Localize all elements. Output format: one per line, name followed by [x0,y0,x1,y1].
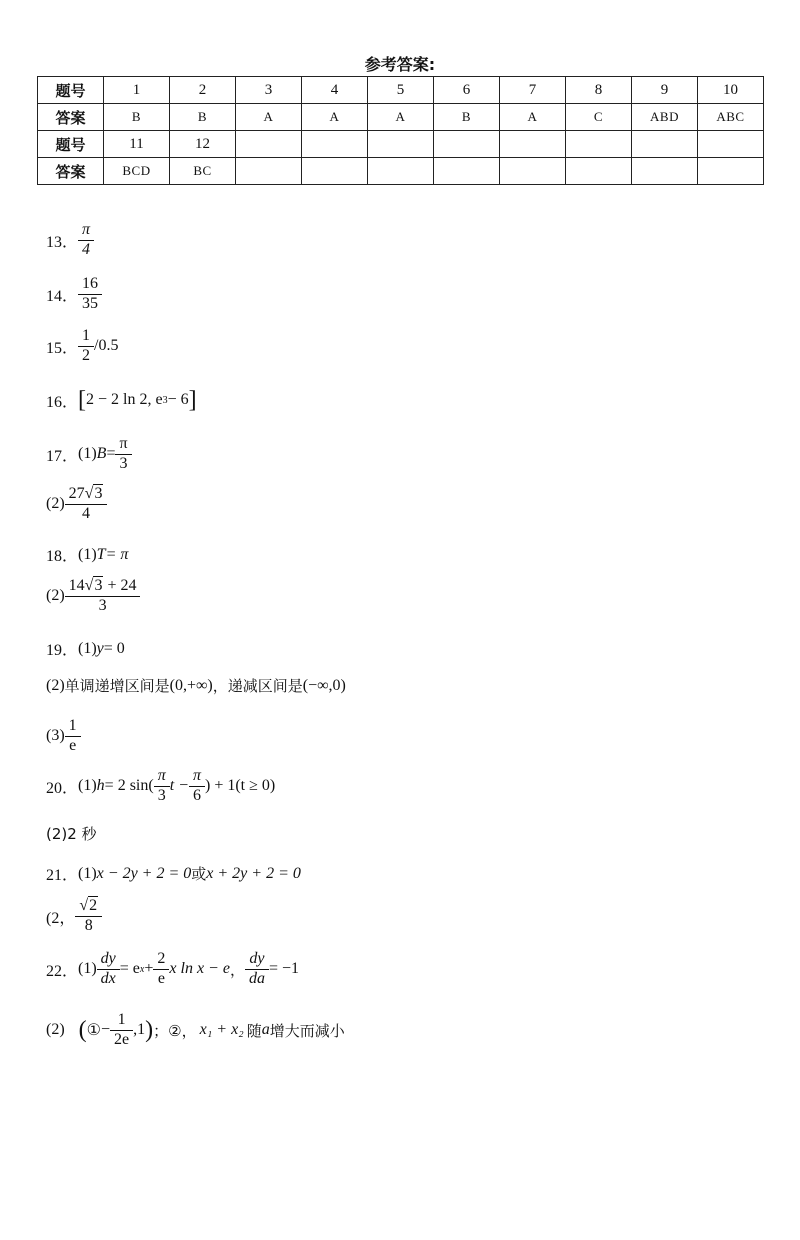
question-number: 21． [46,867,79,884]
row-label: 题号 [38,77,104,104]
expression: x ln x − e [169,960,230,978]
variable: y [96,639,104,657]
part-label: (2， [46,909,76,927]
equals-sign: = [106,445,116,463]
denominator: 6 [189,786,205,805]
fraction [67,578,139,615]
derivative [99,951,118,988]
fraction [117,436,129,473]
table-cell: ABD [632,104,698,131]
fraction [156,768,168,805]
fraction [80,328,92,365]
part-label: (1) [78,545,97,563]
part-label: (1) [78,445,97,463]
denominator: 3 [115,454,131,473]
answer-15 [46,328,118,365]
expression: = 2 sin( [104,777,154,795]
table-cell [302,158,368,185]
expression-tail: ) + 1(t ≥ 0) [204,777,276,795]
denominator: 4 [65,504,108,523]
part-label: (2) [46,676,65,694]
radicand: 3 [94,577,103,594]
table-cell: 12 [170,131,236,158]
table-cell: BCD [104,158,170,185]
question-number: 20． [46,779,79,797]
row-label: 题号 [38,131,104,158]
table-cell: 9 [632,77,698,104]
coefficient: 14 [68,577,85,594]
answer-20-part1 [46,768,275,805]
numerator [77,898,100,916]
table-cell [236,158,302,185]
text: ，递减区间是 [212,677,303,695]
numerator: 1 [117,1011,126,1028]
numerator: 2 [157,950,166,967]
denominator: e [153,969,169,988]
expression: 2 − 2 ln 2, e [86,391,163,408]
answer-21-part1 [46,862,301,885]
text: 增大而减小 [269,1021,345,1040]
table-cell: A [500,104,566,131]
numerator: π [119,435,128,452]
question-number: 14． [46,287,79,305]
table-cell: B [104,104,170,131]
question-number: 19． [46,642,79,659]
table-cell: BC [170,158,236,185]
table-cell: ABC [698,104,764,131]
text: 单调递增区间是 [64,677,170,695]
separator: ； [153,1021,169,1040]
separator: ， [229,960,245,979]
answer-21-part2 [46,898,102,935]
table-cell: 5 [368,77,434,104]
table-cell [368,131,434,158]
value: = −1 [268,960,299,978]
table-cell: 1 [104,77,170,104]
denominator: 35 [78,294,102,313]
circled-number: ① [86,1022,101,1040]
table-cell: 3 [236,77,302,104]
denominator: 3 [65,596,141,615]
fraction [80,222,92,259]
answer-18-part1 [46,543,128,566]
denominator: 8 [75,916,102,935]
answer-16 [46,388,197,412]
interval-end: ,1 [133,1021,146,1039]
table-cell [566,158,632,185]
table-row [38,77,764,104]
answer-22-part1 [46,951,299,988]
sqrt: √2 [79,897,98,914]
value: = 0 [103,639,125,657]
part-label: (2) [46,495,65,513]
expression: x₁ + x₂ [199,1021,244,1039]
question-number: 22． [46,962,79,980]
question-number: 15． [46,339,79,357]
coefficient: 27 [68,485,85,502]
numerator: 1 [82,327,91,344]
alternate-answer: /0.5 [94,337,119,355]
part-label: (1) [78,777,97,795]
exponent: x [139,963,145,975]
answer-14 [46,276,102,313]
circled-number: ②， [168,1021,197,1040]
row-label: 答案 [38,104,104,131]
denominator: 4 [78,240,94,259]
expression-tail: − 6 [167,391,189,408]
exponent: 3 [162,394,168,406]
fraction [67,486,106,523]
table-cell [632,158,698,185]
answer-20-part2 [46,823,97,844]
answer-19-part1 [46,637,125,660]
table-cell: B [170,104,236,131]
answer-19-part2 [46,675,346,696]
right-bracket: ] [188,387,197,413]
radicand: 2 [89,897,98,914]
radicand: 3 [94,485,103,502]
numerator: dy [249,950,265,967]
answer-17-part1 [46,436,132,473]
row-label: 答案 [38,158,104,185]
interval: (−∞,0) [302,676,346,694]
left-bracket: [ [78,387,87,413]
sqrt: √3 [84,485,103,502]
part-answer: (2)2 秒 [46,825,97,843]
fraction [67,718,79,755]
part-label: (2) [46,587,65,605]
operator: + [144,960,154,978]
fraction [191,768,203,805]
fraction [77,898,100,935]
denominator: da [245,969,269,988]
minus-sign: − [101,1021,111,1039]
question-number: 13． [46,233,79,251]
conjunction: 或 [191,865,207,883]
answer-table [37,76,764,185]
table-row [38,104,764,131]
part-label: (1) [78,960,97,978]
right-paren: ) [145,1017,154,1044]
numerator: π [192,767,201,784]
fraction [155,951,167,988]
fraction [112,1012,131,1049]
table-cell: 7 [500,77,566,104]
table-cell: 8 [566,77,632,104]
interval: (0,+∞) [169,676,213,694]
addend: + 24 [103,577,137,594]
numerator [67,486,106,504]
page-title: 参考答案: [364,55,436,74]
table-cell [566,131,632,158]
numerator [67,578,139,596]
answer-22-part2 [46,1012,345,1049]
derivative [247,951,267,988]
answer-18-part2 [46,578,140,615]
table-cell: 6 [434,77,500,104]
question-number: 16． [46,393,79,411]
table-row [38,158,764,185]
table-cell: 10 [698,77,764,104]
table-cell [434,158,500,185]
text: 随 [246,1021,262,1040]
value: = π [105,545,129,563]
table-cell: 2 [170,77,236,104]
equation: x − 2y + 2 = 0 [96,864,192,882]
table-cell [368,158,434,185]
answer-13 [46,222,94,259]
expression: = e [119,960,140,978]
denominator: dx [97,969,120,988]
answer-17-part2 [46,486,107,523]
table-cell: A [236,104,302,131]
question-number: 17． [46,447,79,465]
table-row [38,131,764,158]
part-label: (2) [46,1021,65,1039]
variable: a [261,1021,270,1039]
table-cell: 4 [302,77,368,104]
table-cell [434,131,500,158]
sqrt: √3 [84,577,103,594]
table-cell [632,131,698,158]
table-cell [500,158,566,185]
question-number: 18． [46,548,79,565]
denominator: e [65,736,81,755]
numerator: 1 [68,717,77,734]
table-cell: B [434,104,500,131]
table-cell: A [302,104,368,131]
variable: T [96,545,106,563]
numerator: π [157,767,166,784]
denominator: 2e [110,1030,133,1049]
table-cell [236,131,302,158]
part-label: (1) [78,864,97,882]
table-cell: 11 [104,131,170,158]
table-cell: A [368,104,434,131]
expression: t − [169,777,189,795]
table-cell [302,131,368,158]
variable: h [96,777,105,795]
variable: B [96,445,107,463]
part-label: (3) [46,727,65,745]
numerator: 16 [82,275,99,292]
table-cell [698,131,764,158]
answer-19-part3 [46,718,81,755]
numerator: dy [100,950,116,967]
denominator: 2 [78,346,94,365]
left-paren: ( [78,1017,87,1044]
table-cell: C [566,104,632,131]
numerator: π [82,221,91,238]
part-label: (1) [78,639,97,657]
equation: x + 2y + 2 = 0 [206,864,301,882]
denominator: 3 [154,786,170,805]
table-cell [698,158,764,185]
fraction [80,276,100,313]
table-cell [500,131,566,158]
